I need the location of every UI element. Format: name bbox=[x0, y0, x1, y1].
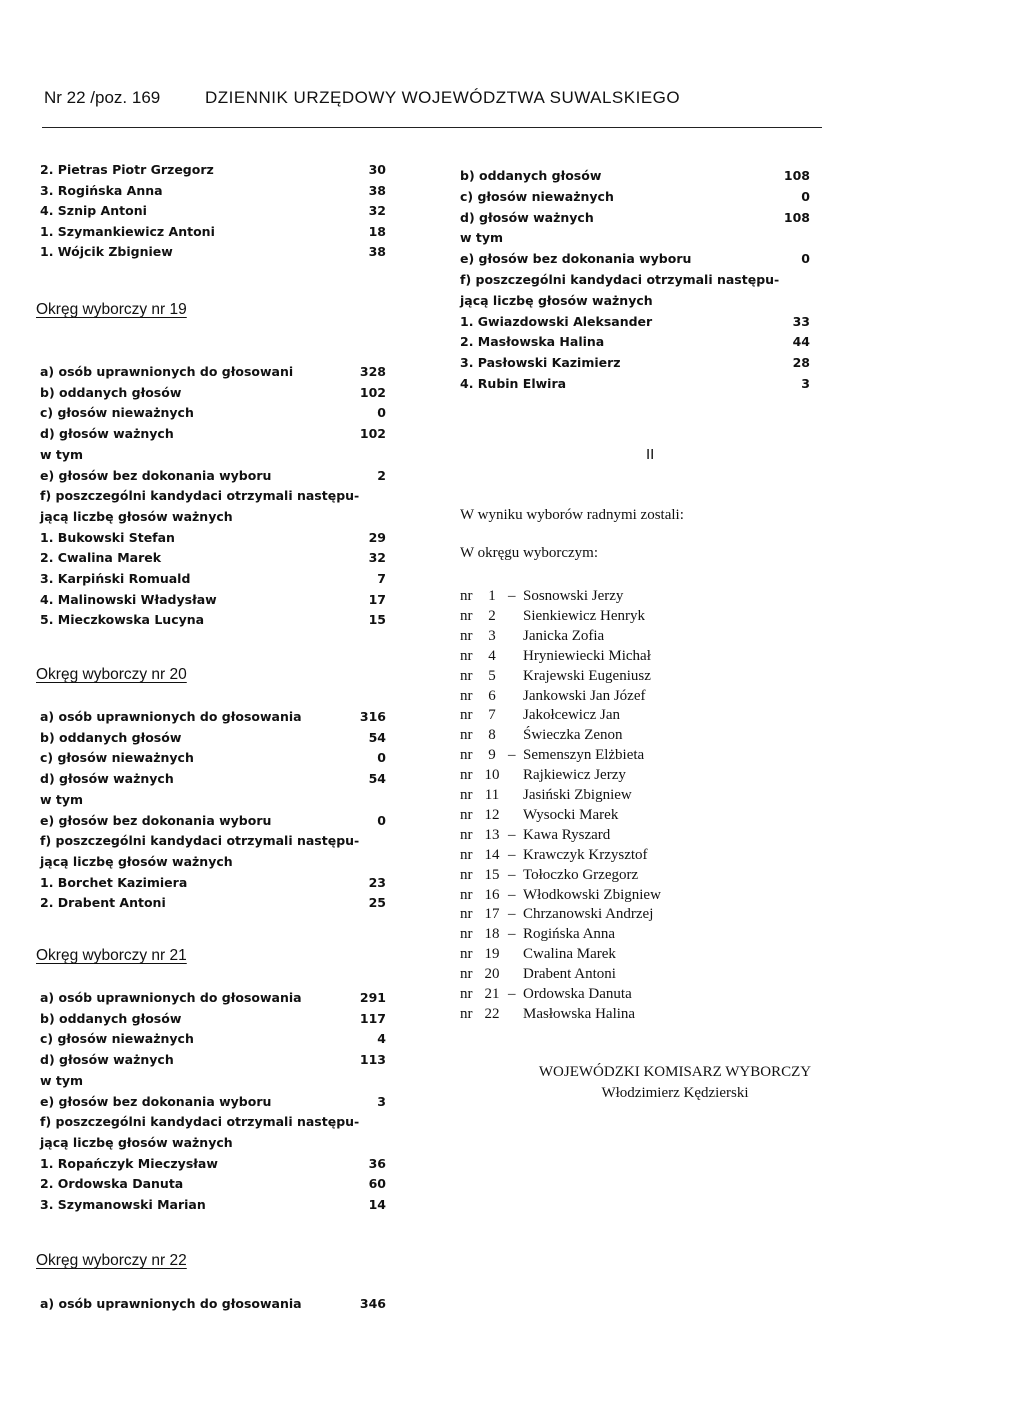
stat-value: 0 bbox=[377, 812, 386, 828]
stat-value: 32 bbox=[368, 550, 386, 566]
elected-prefix: nr bbox=[460, 826, 473, 843]
elected-district-number: 13 bbox=[484, 826, 500, 843]
stat-label: w tym bbox=[40, 446, 84, 462]
stat-value: 44 bbox=[792, 334, 810, 350]
okreg-22-title: Okręg wyborczy nr 22 bbox=[36, 1252, 187, 1269]
stat-label: c) głosów nieważnych bbox=[460, 188, 614, 204]
elected-prefix: nr bbox=[460, 707, 473, 724]
elected-district-number: 3 bbox=[488, 627, 496, 644]
okreg-19-title: Okręg wyborczy nr 19 bbox=[36, 301, 187, 318]
elected-prefix: nr bbox=[460, 966, 473, 983]
stat-value: 108 bbox=[783, 168, 810, 183]
stat-value: 60 bbox=[368, 1176, 386, 1192]
stat-label: jącą liczbę głosów ważnych bbox=[460, 292, 653, 308]
elected-dash: – bbox=[508, 846, 516, 863]
elected-name: Cwalina Marek bbox=[523, 946, 616, 963]
elected-district-number: 18 bbox=[484, 926, 500, 943]
elected-name: Rogińska Anna bbox=[523, 926, 616, 943]
stat-label: 3. Rogińska Anna bbox=[40, 182, 163, 198]
stat-value: 0 bbox=[377, 405, 386, 421]
stat-value: 23 bbox=[368, 874, 386, 890]
stat-value: 38 bbox=[368, 182, 386, 198]
signature-name: Włodzimierz Kędzierski bbox=[601, 1085, 749, 1101]
stat-label: 1. Szymankiewicz Antoni bbox=[40, 223, 215, 239]
elected-name: Chrzanowski Andrzej bbox=[523, 906, 654, 923]
stat-label: c) głosów nieważnych bbox=[40, 1031, 194, 1047]
elected-name: Krajewski Eugeniusz bbox=[523, 667, 651, 684]
elected-prefix: nr bbox=[460, 906, 473, 923]
stat-value: 0 bbox=[377, 750, 386, 766]
stat-value: 25 bbox=[368, 895, 386, 911]
journal-title: DZIENNIK URZĘDOWY WOJEWÓDZTWA SUWALSKIEGO bbox=[205, 88, 681, 107]
elected-district-number: 19 bbox=[484, 946, 500, 963]
stat-value: 4 bbox=[377, 1031, 386, 1047]
stat-label: 3. Karpiński Romuald bbox=[40, 571, 191, 586]
elected-dash: – bbox=[508, 886, 516, 903]
elected-name: Sosnowski Jerzy bbox=[523, 588, 624, 604]
stat-label: a) osób uprawnionych do głosowania bbox=[40, 990, 302, 1005]
stat-value: 29 bbox=[368, 529, 386, 545]
section-ii-numeral: II bbox=[646, 446, 655, 463]
elected-prefix: nr bbox=[460, 886, 473, 903]
stat-label: jącą liczbę głosów ważnych bbox=[40, 1134, 233, 1150]
elected-prefix: nr bbox=[460, 787, 473, 803]
stat-label: e) głosów bez dokonania wyboru bbox=[460, 251, 692, 267]
elected-district-number: 21 bbox=[484, 986, 500, 1002]
okreg-20-title: Okręg wyborczy nr 20 bbox=[36, 666, 187, 683]
stat-label: b) oddanych głosów bbox=[40, 729, 182, 745]
elected-prefix: nr bbox=[460, 926, 473, 943]
elected-name: Włodkowski Zbigniew bbox=[523, 886, 661, 903]
elected-name: Rajkiewicz Jerzy bbox=[523, 767, 626, 784]
stat-label: 4. Rubin Elwira bbox=[460, 376, 567, 391]
elected-district-number: 9 bbox=[488, 747, 496, 764]
stat-value: 30 bbox=[368, 162, 386, 177]
stat-value: 117 bbox=[359, 1010, 386, 1026]
elected-prefix: nr bbox=[460, 866, 473, 883]
stat-value: 18 bbox=[368, 223, 386, 239]
stat-value: 36 bbox=[368, 1155, 386, 1171]
elected-dash: – bbox=[508, 986, 516, 1002]
elected-dash: – bbox=[508, 826, 516, 843]
stat-value: 3 bbox=[377, 1093, 386, 1109]
stat-value: 3 bbox=[801, 376, 810, 391]
stat-label: 2. Cwalina Marek bbox=[40, 550, 162, 566]
stat-label: e) głosów bez dokonania wyboru bbox=[40, 467, 272, 483]
stat-label: 1. Gwiazdowski Aleksander bbox=[460, 313, 653, 329]
stat-label: d) głosów ważnych bbox=[460, 209, 594, 225]
stat-value: 7 bbox=[377, 571, 386, 586]
stat-label: 2. Pietras Piotr Grzegorz bbox=[40, 162, 214, 177]
elected-name: Krawczyk Krzysztof bbox=[523, 846, 648, 863]
stat-value: 28 bbox=[792, 355, 810, 371]
stat-label: c) głosów nieważnych bbox=[40, 750, 194, 766]
stat-value: 54 bbox=[368, 771, 386, 787]
elected-name: Masłowska Halina bbox=[523, 1005, 636, 1022]
elected-district-number: 20 bbox=[484, 966, 500, 983]
stat-value: 17 bbox=[368, 591, 386, 607]
stat-label: 3. Pasłowski Kazimierz bbox=[460, 355, 621, 371]
stat-label: d) głosów ważnych bbox=[40, 771, 174, 787]
stat-value: 54 bbox=[368, 729, 386, 745]
elected-district-number: 6 bbox=[488, 687, 496, 704]
stat-label: 4. Sznip Antoni bbox=[40, 203, 147, 218]
stat-label: f) poszczególni kandydaci otrzymali następu- bbox=[40, 488, 360, 504]
elected-dash: – bbox=[508, 747, 516, 764]
stat-label: 5. Mieczkowska Lucyna bbox=[40, 612, 205, 628]
stat-label: d) głosów ważnych bbox=[40, 1052, 174, 1068]
elected-name: Tołoczko Grzegorz bbox=[523, 866, 639, 883]
stat-label: a) osób uprawnionych do głosowani bbox=[40, 364, 294, 379]
stat-label: 2. Masłowska Halina bbox=[460, 334, 605, 350]
elected-name: Drabent Antoni bbox=[523, 966, 616, 983]
stat-value: 113 bbox=[359, 1052, 386, 1068]
elected-prefix: nr bbox=[460, 687, 473, 704]
elected-district-number: 14 bbox=[484, 846, 500, 863]
stat-label: jącą liczbę głosów ważnych bbox=[40, 853, 233, 869]
stat-label: 1. Bukowski Stefan bbox=[40, 529, 175, 545]
okreg-21-title: Okręg wyborczy nr 21 bbox=[36, 947, 187, 964]
stat-value: 32 bbox=[368, 203, 386, 218]
stat-value: 14 bbox=[368, 1197, 386, 1212]
stat-value: 328 bbox=[359, 364, 386, 379]
stat-label: f) poszczególni kandydaci otrzymali następu- bbox=[40, 833, 360, 849]
stat-label: w tym bbox=[460, 230, 504, 246]
elected-district-number: 7 bbox=[488, 707, 496, 724]
stat-label: 2. Ordowska Danuta bbox=[40, 1176, 184, 1192]
elected-dash: – bbox=[508, 866, 516, 883]
stat-value: 2 bbox=[377, 467, 386, 483]
elected-district-number: 1 bbox=[488, 588, 496, 604]
elected-name: Kawa Ryszard bbox=[523, 826, 611, 843]
stat-value: 291 bbox=[359, 990, 386, 1005]
stat-label: 2. Drabent Antoni bbox=[40, 895, 166, 911]
elected-district-number: 10 bbox=[484, 767, 500, 784]
elected-prefix: nr bbox=[460, 647, 473, 664]
stat-value: 15 bbox=[368, 612, 386, 628]
page-reference: Nr 22 /poz. 169 bbox=[44, 88, 161, 107]
elected-dash: – bbox=[508, 906, 516, 923]
stat-label: 3. Szymanowski Marian bbox=[40, 1197, 206, 1212]
elected-prefix: nr bbox=[460, 806, 473, 823]
elected-dash: – bbox=[508, 926, 516, 943]
elected-name: Ordowska Danuta bbox=[523, 986, 632, 1002]
elected-prefix: nr bbox=[460, 1005, 473, 1022]
stat-label: 1. Wójcik Zbigniew bbox=[40, 244, 173, 259]
stat-label: jącą liczbę głosów ważnych bbox=[40, 508, 233, 524]
stat-value: 346 bbox=[359, 1296, 386, 1311]
stat-value: 108 bbox=[783, 209, 810, 225]
header-rule bbox=[42, 127, 822, 128]
elected-name: Semenszyn Elżbieta bbox=[523, 747, 645, 764]
stat-label: a) osób uprawnionych do głosowania bbox=[40, 1296, 302, 1311]
elected-prefix: nr bbox=[460, 946, 473, 963]
elected-district-number: 17 bbox=[484, 906, 500, 923]
elected-name: Jakołcewicz Jan bbox=[523, 707, 621, 724]
stat-value: 102 bbox=[359, 384, 386, 400]
stat-value: 38 bbox=[368, 244, 386, 259]
stat-label: 1. Borchet Kazimiera bbox=[40, 874, 188, 890]
stat-label: w tym bbox=[40, 1072, 84, 1088]
stat-label: a) osób uprawnionych do głosowania bbox=[40, 709, 302, 724]
elected-name: Jankowski Jan Józef bbox=[523, 687, 646, 704]
elected-dash: – bbox=[508, 588, 516, 604]
elected-district-number: 11 bbox=[484, 787, 500, 803]
stat-label: f) poszczególni kandydaci otrzymali następu- bbox=[460, 272, 780, 287]
elected-prefix: nr bbox=[460, 667, 473, 684]
elected-district-number: 2 bbox=[488, 607, 496, 624]
stat-value: 0 bbox=[801, 251, 810, 267]
elected-name: Hryniewiecki Michał bbox=[523, 647, 651, 664]
stat-value: 102 bbox=[359, 426, 386, 442]
stat-label: b) oddanych głosów bbox=[40, 1010, 182, 1026]
stat-label: b) oddanych głosów bbox=[40, 384, 182, 400]
elected-district-number: 12 bbox=[484, 806, 500, 823]
elected-district-number: 5 bbox=[488, 667, 496, 684]
elected-prefix: nr bbox=[460, 727, 473, 744]
stat-value: 316 bbox=[359, 709, 386, 724]
stat-label: w tym bbox=[40, 791, 84, 807]
signature-title: WOJEWÓDZKI KOMISARZ WYBORCZY bbox=[538, 1064, 812, 1080]
elected-district-number: 15 bbox=[484, 866, 500, 883]
elected-prefix: nr bbox=[460, 588, 473, 604]
stat-label: f) poszczególni kandydaci otrzymali następu- bbox=[40, 1114, 360, 1130]
stat-label: e) głosów bez dokonania wyboru bbox=[40, 812, 272, 828]
stat-label: b) oddanych głosów bbox=[460, 168, 602, 183]
elected-district-number: 22 bbox=[484, 1005, 500, 1022]
elected-prefix: nr bbox=[460, 607, 473, 624]
elected-name: Wysocki Marek bbox=[523, 806, 619, 823]
stat-label: 4. Malinowski Władysław bbox=[40, 591, 217, 607]
elected-prefix: nr bbox=[460, 627, 473, 644]
elected-name: Świeczka Zenon bbox=[523, 727, 623, 744]
elected-prefix: nr bbox=[460, 747, 473, 764]
elected-name: Janicka Zofia bbox=[523, 627, 605, 644]
elected-district-number: 4 bbox=[488, 647, 496, 664]
elected-name: Jasiński Zbigniew bbox=[523, 787, 632, 803]
elected-district-number: 8 bbox=[488, 727, 496, 744]
stat-value: 0 bbox=[801, 188, 810, 204]
stat-label: c) głosów nieważnych bbox=[40, 405, 194, 421]
district-subheading: W okręgu wyborczym: bbox=[460, 545, 599, 561]
elected-prefix: nr bbox=[460, 986, 473, 1002]
elected-district-number: 16 bbox=[484, 886, 500, 903]
elected-prefix: nr bbox=[460, 846, 473, 863]
stat-label: d) głosów ważnych bbox=[40, 426, 174, 442]
results-intro: W wyniku wyborów radnymi zostali: bbox=[460, 507, 684, 523]
elected-prefix: nr bbox=[460, 767, 473, 784]
elected-name: Sienkiewicz Henryk bbox=[523, 607, 646, 624]
stat-value: 33 bbox=[792, 313, 810, 329]
stat-label: e) głosów bez dokonania wyboru bbox=[40, 1093, 272, 1109]
stat-label: 1. Ropańczyk Mieczysław bbox=[40, 1155, 218, 1171]
